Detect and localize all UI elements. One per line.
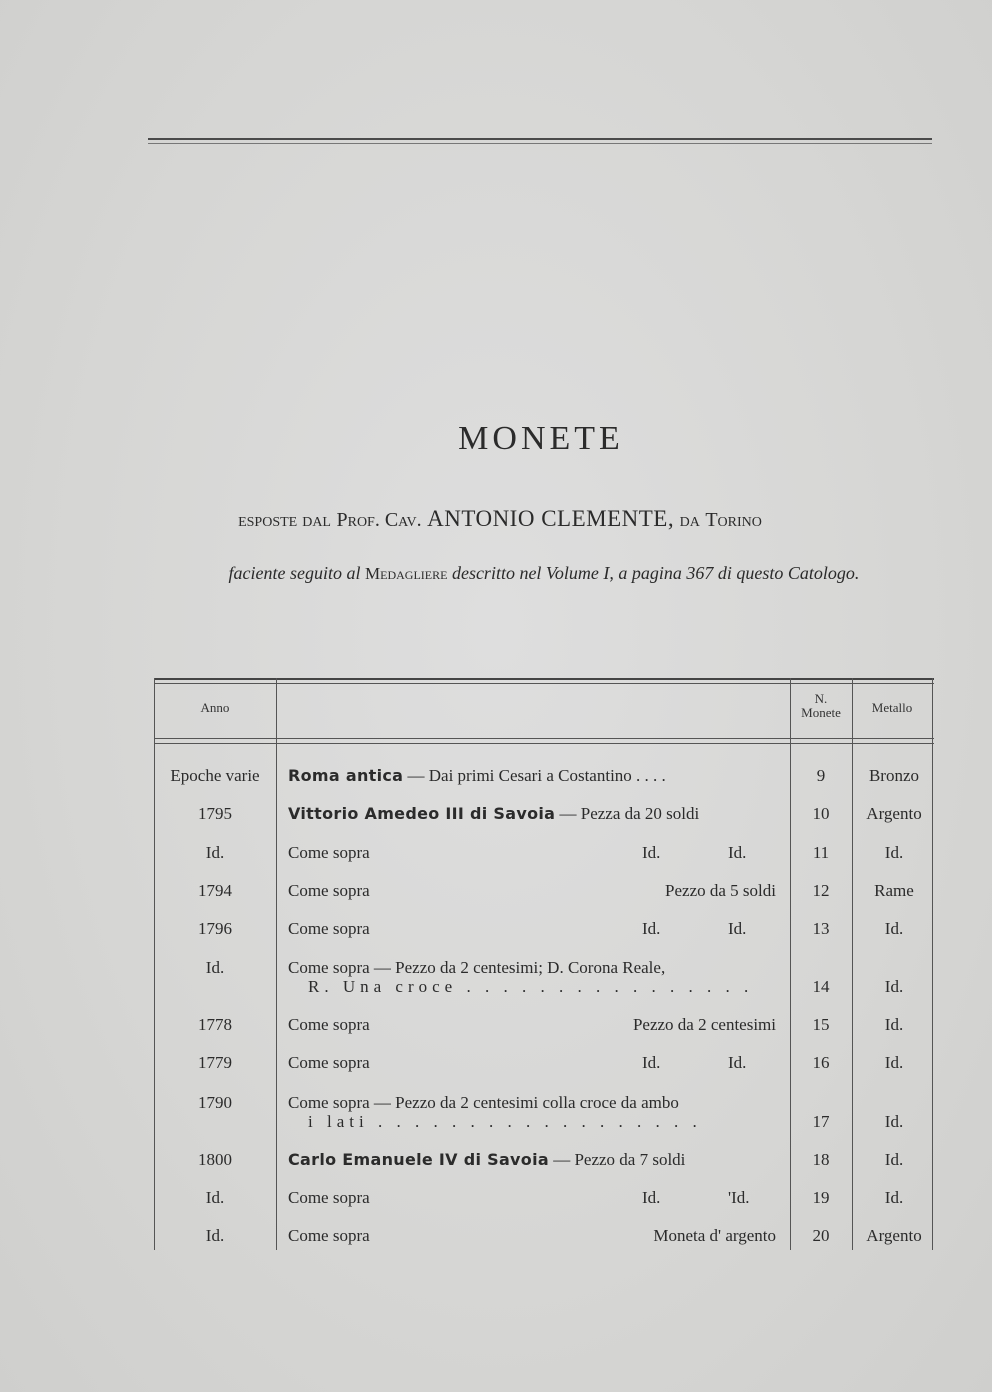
cell-description	[288, 919, 776, 939]
cell-number: 20	[812, 1226, 830, 1245]
page-title: MONETE	[458, 420, 624, 457]
cell-id-2: Id.	[728, 919, 747, 938]
cell-description	[288, 1053, 776, 1073]
cell-anno: 1800	[198, 1150, 232, 1169]
cell-number: 14	[812, 977, 830, 996]
table-divider-n	[852, 678, 853, 1250]
header-rule	[148, 138, 932, 140]
cell-number: 10	[812, 804, 830, 823]
cell-id-1: Id.	[642, 843, 661, 862]
cell-ruler: Roma antica	[288, 766, 404, 785]
cell-description	[288, 1093, 776, 1131]
cell-anno: 1779	[198, 1053, 232, 1072]
cell-number: 13	[812, 919, 830, 938]
cell-metal: Id.	[884, 1053, 904, 1072]
header-rule-thin	[148, 143, 932, 144]
cell-anno: Id.	[205, 1226, 225, 1245]
subtitle-city: Torino	[705, 509, 762, 531]
cell-anno: Id.	[205, 958, 225, 977]
cell-description	[288, 958, 776, 996]
header-anno: Anno	[200, 700, 230, 715]
cell-number: 12	[812, 881, 830, 900]
cell-text: Come sopra	[288, 1188, 370, 1207]
cell-text: Come sopra	[288, 1053, 370, 1072]
cell-text-line2: i lati . . . . . . . . . . . . . . . . . .	[308, 1112, 702, 1131]
cell-coin: Moneta d' argento	[653, 1226, 776, 1245]
subtitle-part-1: esposte dal	[238, 509, 331, 531]
header-n-monete	[790, 692, 852, 720]
cell-description	[288, 1226, 776, 1246]
cell-number: 15	[812, 1015, 830, 1034]
cell-number: 19	[812, 1188, 830, 1207]
cell-text: Come sopra — Pezzo da 2 centesimi; D. Corona Reale,	[288, 958, 666, 977]
cell-text-line2: R. Una croce . . . . . . . . . . . . . . . .	[308, 977, 754, 996]
cell-metal: Bronzo	[868, 766, 920, 785]
cell-number: 17	[812, 1112, 830, 1131]
cell-anno: 1778	[198, 1015, 232, 1034]
cell-metal: Id.	[884, 1150, 904, 1169]
cell-id-1: Id.	[642, 919, 661, 938]
intro-part-1: faciente seguito al	[228, 563, 361, 583]
cell-metal: Id.	[884, 1112, 904, 1131]
cell-description	[288, 1188, 776, 1208]
cell-metal: Rame	[874, 881, 914, 900]
intro-part-3: descritto nel Volume I, a pagina 367 di questo Catologo.	[451, 563, 860, 583]
cell-id-2: 'Id.	[728, 1188, 750, 1207]
cell-anno: Id.	[205, 843, 225, 862]
subtitle-part-4: da	[679, 509, 700, 531]
cell-id-1: Id.	[642, 1188, 661, 1207]
cell-description	[288, 881, 776, 901]
cell-metal: Argento	[866, 1226, 922, 1245]
table-top-rule	[154, 678, 934, 680]
cell-ruler: Vittorio Amedeo III di Savoia	[288, 804, 556, 823]
cell-anno: Epoche varie	[170, 766, 260, 785]
cell-text: — Dai primi Cesari a Costantino . . . .	[403, 766, 666, 785]
header-monete: Monete	[801, 705, 841, 720]
cell-anno: 1795	[198, 804, 232, 823]
cell-metal: Id.	[884, 919, 904, 938]
cell-coin: Pezzo da 2 centesimi	[632, 1015, 776, 1034]
cell-id-2: Id.	[728, 1053, 747, 1072]
coins-table	[154, 678, 934, 1250]
cell-ruler: Carlo Emanuele IV di Savoia	[288, 1150, 549, 1169]
subtitle-name: ANTONIO CLEMENTE,	[427, 506, 675, 531]
cell-text: Come sopra	[288, 919, 370, 938]
cell-text: Come sopra	[288, 1226, 370, 1245]
cell-description	[288, 1015, 776, 1035]
cell-metal: Id.	[884, 1188, 904, 1207]
cell-metal: Argento	[866, 804, 922, 823]
subtitle-part-2: Prof. Cav.	[336, 509, 422, 531]
cell-number: 9	[816, 766, 826, 785]
header-metallo: Metallo	[871, 700, 913, 715]
table-top-rule-2	[154, 683, 934, 684]
subtitle	[0, 506, 992, 532]
header-n: N.	[814, 691, 828, 706]
cell-description	[288, 843, 776, 863]
cell-coin: Pezzo da 5 soldi	[665, 881, 776, 900]
cell-text: — Pezzo da 7 soldi	[548, 1150, 686, 1169]
cell-anno: 1794	[198, 881, 232, 900]
cell-text: Come sopra — Pezzo da 2 centesimi colla croce da ambo	[288, 1093, 679, 1112]
table-divider-anno	[276, 678, 277, 1250]
cell-description	[288, 1150, 776, 1170]
cell-id-2: Id.	[728, 843, 747, 862]
table-header-rule	[154, 738, 934, 739]
intro-part-2: Medagliere	[365, 564, 448, 583]
cell-anno: 1796	[198, 919, 232, 938]
cell-number: 16	[812, 1053, 830, 1072]
cell-text: Come sopra	[288, 881, 370, 900]
cell-text: Come sopra	[288, 1015, 370, 1034]
cell-description	[288, 766, 776, 786]
cell-number: 18	[812, 1150, 830, 1169]
cell-number: 11	[812, 843, 830, 862]
cell-anno: 1790	[198, 1093, 232, 1112]
cell-description	[288, 804, 776, 824]
cell-text: Come sopra	[288, 843, 370, 862]
cell-metal: Id.	[884, 1015, 904, 1034]
cell-metal: Id.	[884, 843, 904, 862]
table-header-rule-2	[154, 743, 934, 744]
cell-anno: Id.	[205, 1188, 225, 1207]
intro-text	[0, 563, 992, 584]
cell-text: — Pezza da 20 soldi	[555, 804, 700, 823]
cell-metal: Id.	[884, 977, 904, 996]
cell-id-1: Id.	[642, 1053, 661, 1072]
